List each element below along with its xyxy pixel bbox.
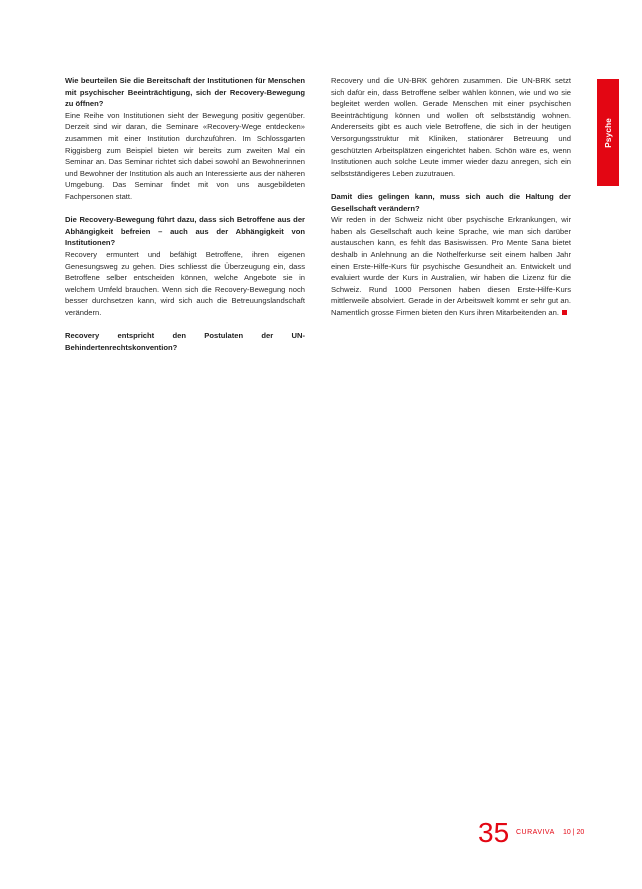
question-1: Wie beurteilen Sie die Bereitschaft der Institutionen für Menschen mit psychischer Beeinträchtigung, sich der Recovery-Bewegung zu öffnen?	[65, 76, 305, 109]
answer-4	[331, 214, 571, 318]
issue-number: 10 | 20	[563, 829, 585, 836]
question-3: Recovery entspricht den Postulaten der UN-Behindertenrechtskonvention?	[65, 331, 305, 352]
magazine-name: CURAVIVA	[516, 829, 555, 836]
answer-4-text: Wir reden in der Schweiz nicht über psychische Erkrankungen, wir haben als Gesellschaft auch keine Sprache, wie man sich darüber austauschen kann, es fehlt das Basiswissen. Pro Mente Sana bietet deshalb in Anlehnung an die Nothelferkurse seit einem halben Jahr einen Erste-Hilfe-Kurs für psychische Gesundheit an. Entwickelt und evaluiert wurde der Kurs in Australien, wir haben die Lizenz für die Schweiz. Rund 1000 Personen haben diesen Erste-Hilfe-Kurs mittlerweile absolviert. Gerade in der Arbeitswelt kommt er sehr gut an. Namentlich grosse Firmen bieten den Kurs ihren Mitarbeitenden an.	[331, 215, 571, 317]
answer-3: Recovery und die UN-BRK gehören zusammen. Die UN-BRK setzt sich dafür ein, dass Betroffene selber wählen können, wie und wo sie begleitet werden wollen. Gerade Menschen mit einer psychischen Beeinträchtigung können und wollen oft selbstständig wohnen. Andererseits gibt es auch viele Betroffene, die sich in der heutigen Versorgungsstruktur mit Kliniken, stationärer Betreuung und geschützten Arbeitsplätzen eingerichtet haben. Schön wäre es, wenn Institutionen auch solche Leute immer wieder dazu anregen, sich ein selbstständigeres Leben zuzutrauen.	[331, 76, 571, 178]
answer-2: Recovery ermuntert und befähigt Betroffene, ihren eigenen Genesungsweg zu gehen. Dies schliesst die Überzeugung ein, dass Betroffene selber entscheiden können, welche Angebote sie in welchem Umfeld brauchen. Wenn sich die Recovery-Bewegung noch besser durchsetzen kann, wird sich auch die Betreuungslandschaft verändern.	[65, 249, 305, 317]
question-2: Die Recovery-Bewegung führt dazu, dass sich Betroffene aus der Abhängigkeit befreien – auch aus der Abhängigkeit von Institutionen?	[65, 215, 305, 248]
right-column	[331, 75, 571, 318]
page-number: 35	[478, 817, 510, 848]
section-tab-label: Psyche	[603, 117, 613, 148]
section-tab	[597, 79, 619, 186]
question-4: Damit dies gelingen kann, muss sich auch die Haltung der Gesellschaft verändern?	[331, 191, 571, 213]
end-mark-icon	[562, 310, 567, 315]
answer-1: Eine Reihe von Institutionen sieht der Bewegung positiv gegenüber. Derzeit sind wir daran, die Seminare «Recovery-Wege entdecken» zusammen mit einer Institution durchzuführen. Im Schlossgarten Riggisberg zum Beispiel bieten wir bereits zum zweiten Mal ein Seminar an. Das Seminar richtet sich dabei sowohl an Bewohnerinnen und Bewohner der Institution als auch an Interessierte aus der näheren Umgebung. Das Seminar findet mit von uns ausgebildeten Fachpersonen statt.	[65, 110, 305, 201]
left-column	[65, 75, 305, 353]
